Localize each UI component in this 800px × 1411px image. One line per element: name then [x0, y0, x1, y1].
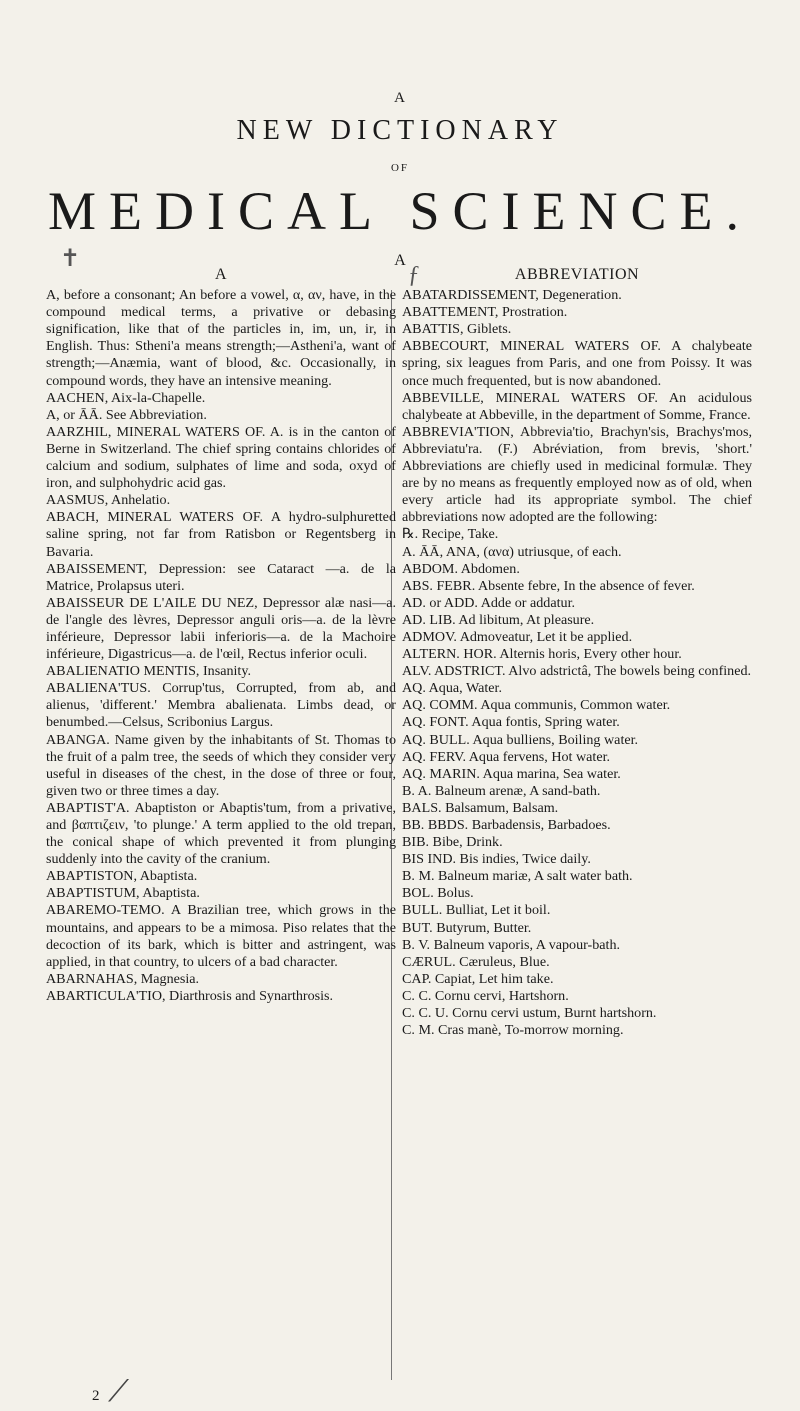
title-medical-science: MEDICAL SCIENCE. — [48, 181, 752, 241]
dictionary-entry: ABARNAHAS, Magnesia. — [46, 970, 200, 987]
pencil-mark-icon-2: ƒ — [408, 262, 420, 288]
pencil-mark-icon: ✝ — [60, 246, 81, 272]
dictionary-entry: ABBECOURT, MINERAL WATERS OF. A chalybeate spring, six leagues from Paris, and one from Poissy. It was once much frequented, but is now abandoned. — [402, 338, 752, 389]
title-article: A — [394, 90, 406, 106]
dictionary-entry: ABBEVILLE, MINERAL WATERS OF. An acidulous chalybeate at Abbeville, in the department of Somme, France. — [402, 389, 752, 423]
dictionary-entry: ABALIENATIO MENTIS, Insanity. — [46, 663, 251, 680]
right-column — [402, 266, 752, 1039]
dictionary-entry: A, or ĀĀ. See Abbreviation. — [46, 406, 207, 423]
dictionary-entry: ABAISSEUR DE L'AILE DU NEZ, Depressor alæ nasi—a. de l'angle des lèvres, Depressor anguli oris—a. de la lèvre inférieure, Depressor labii inferioris—a. de la Machoire inférieure, Digastricus—a. de l'œil, Rectus inferior oculi. — [46, 594, 396, 663]
dictionary-entry: ABALIENA'TUS. Corrup'tus, Corrupted, from ab, and alienus, 'different.' Membra abalienata. Limbs dead, or benumbed.—Celsus, Scribonius Largus. — [46, 680, 396, 731]
abbreviation-item: AQ. FERV. Aqua fervens, Hot water. — [402, 748, 611, 765]
abbreviation-item: BIS IND. Bis indies, Twice daily. — [402, 851, 591, 868]
section-letter: A — [394, 252, 406, 269]
abbreviation-item: CÆRUL. Cæruleus, Blue. — [402, 953, 550, 970]
abbreviation-item: ABS. FEBR. Absente febre, In the absence of fever. — [402, 577, 695, 594]
abbreviation-item: C. C. U. Cornu cervi ustum, Burnt hartshorn. — [402, 1005, 657, 1022]
abbreviation-item: BUT. Butyrum, Butter. — [402, 919, 532, 936]
dictionary-entry: ABACH, MINERAL WATERS OF. A hydro-sulphuretted saline spring, not far from Ratisbon or Regentsberg in Bavaria. — [46, 509, 396, 560]
dictionary-entry: ABBREVIA'TION, Abbrevia'tio, Brachyn'sis, Brachys'mos, Abbreviatu'ra. (F.) Abréviation, from brevis, 'short.' Abbreviations are chiefly used in medicinal formulæ. They are by no means as frequently employed now as of old, when every article had its appropriate symbol. The chief abbreviations now adopted are the following: — [402, 423, 752, 526]
dictionary-entry: AARZHIL, MINERAL WATERS OF. A. is in the canton of Berne in Switzerland. The chief spring contains chlorides of calcium and sodium, sulphates of lime and soda, oxyd of iron, and sulphohydric acid gas. — [46, 423, 396, 492]
abbreviation-item: BIB. Bibe, Drink. — [402, 834, 503, 851]
abbreviation-item: ALV. ADSTRICT. Alvo adstrictâ, The bowels being confined. — [402, 663, 752, 680]
abbreviation-item: BB. BBDS. Barbadensis, Barbadoes. — [402, 817, 611, 833]
abbreviation-item: AD. LIB. Ad libitum, At pleasure. — [402, 611, 595, 628]
dictionary-entry: ABATTIS, Giblets. — [402, 321, 512, 338]
page-number: 2 — [92, 1388, 100, 1404]
right-entries — [402, 287, 752, 526]
abbreviation-item: BULL. Bulliat, Let it boil. — [402, 902, 551, 919]
dictionary-entry: ABAREMO-TEMO. A Brazilian tree, which grows in the mountains, and appears to be a mimosa. Piso relates that the decoction of its bark, which is bitter and astringent, was applied, in that country, to ulcers of a bad character. — [46, 902, 396, 970]
pencil-scribble-icon: ⟋ — [108, 1375, 129, 1408]
title-new-dictionary: NEW DICTIONARY — [236, 115, 564, 146]
dictionary-entry: ABANGA. Name given by the inhabitants of St. Thomas to the fruit of a palm tree, the seeds of which they consider very useful in diseases of the chest, in the dose of three or four, given two or three times a day. — [46, 731, 396, 799]
abbreviation-item: B. A. Balneum arenæ, A sand-bath. — [402, 782, 601, 799]
left-entries — [46, 287, 396, 1005]
title-of: OF — [390, 162, 410, 174]
abbreviation-item: ℞. Recipe, Take. — [402, 526, 499, 543]
abbreviation-item: ADMOV. Admoveatur, Let it be applied. — [402, 628, 633, 645]
abbreviation-item: AQ. MARIN. Aqua marina, Sea water. — [402, 765, 621, 782]
left-column-head: A — [214, 266, 228, 283]
abbreviation-list — [402, 526, 752, 1039]
abbreviation-item: C. C. Cornu cervi, Hartshorn. — [402, 987, 569, 1004]
abbreviation-item: AD. or ADD. Adde or addatur. — [402, 594, 576, 611]
dictionary-entry: A, before a consonant; An before a vowel, α, αν, have, in the compound medical terms, a privative or debasing signification, like that of the particles in, im, un, ir, in English. Thus: Stheni'a means strength;—Astheni'a, want of strength;—Anæmia, want of blood, &c. Occasionally, in compound words, they have an intensive meaning. — [46, 287, 396, 389]
dictionary-entry: ABATTEMENT, Prostration. — [402, 304, 568, 321]
abbreviation-item: CAP. Capiat, Let him take. — [402, 970, 554, 987]
dictionary-entry: ABAPTIST'A. Abaptiston or Abaptis'tum, from a privative, and βαπτιζειν, 'to plunge.' A term applied to the old trepan, the conical shape of which prevented it from plunging suddenly into the cavity of the cranium. — [46, 799, 396, 868]
abbreviation-item: AQ. FONT. Aqua fontis, Spring water. — [402, 714, 620, 731]
abbreviation-item: B. M. Balneum mariæ, A salt water bath. — [402, 868, 633, 885]
abbreviation-item: BOL. Bolus. — [402, 885, 474, 902]
abbreviation-item: AQ. Aqua, Water. — [402, 680, 502, 697]
abbreviation-item: AQ. BULL. Aqua bulliens, Boiling water. — [402, 731, 639, 748]
dictionary-entry: ABAPTISTON, Abaptista. — [46, 868, 198, 885]
dictionary-entry: AASMUS, Anhelatio. — [46, 492, 171, 509]
abbreviation-item: AQ. COMM. Aqua communis, Common water. — [402, 697, 671, 714]
abbreviation-item: ALTERN. HOR. Alternis horis, Every other hour. — [402, 646, 682, 663]
abbreviation-item: BALS. Balsamum, Balsam. — [402, 799, 559, 816]
right-column-head: ABBREVIATION — [514, 266, 640, 283]
dictionary-entry: ABAPTISTUM, Abaptista. — [46, 885, 200, 902]
dictionary-entry: AACHEN, Aix-la-Chapelle. — [46, 389, 206, 406]
abbreviation-item: A. ĀĀ, ANA, (ανα) utriusque, of each. — [402, 543, 622, 560]
dictionary-entry: ABARTICULA'TIO, Diarthrosis and Synarthrosis. — [46, 987, 334, 1004]
abbreviation-item: C. M. Cras manè, To-morrow morning. — [402, 1022, 624, 1039]
abbreviation-item: ABDOM. Abdomen. — [402, 560, 520, 577]
abbreviation-item: B. V. Balneum vaporis, A vapour-bath. — [402, 936, 621, 953]
dictionary-entry: ABAISSEMENT, Depression: see Cataract —a. de la Matrice, Prolapsus uteri. — [46, 560, 396, 594]
dictionary-entry: ABATARDISSEMENT, Degeneration. — [402, 287, 622, 304]
left-column — [46, 266, 396, 1005]
